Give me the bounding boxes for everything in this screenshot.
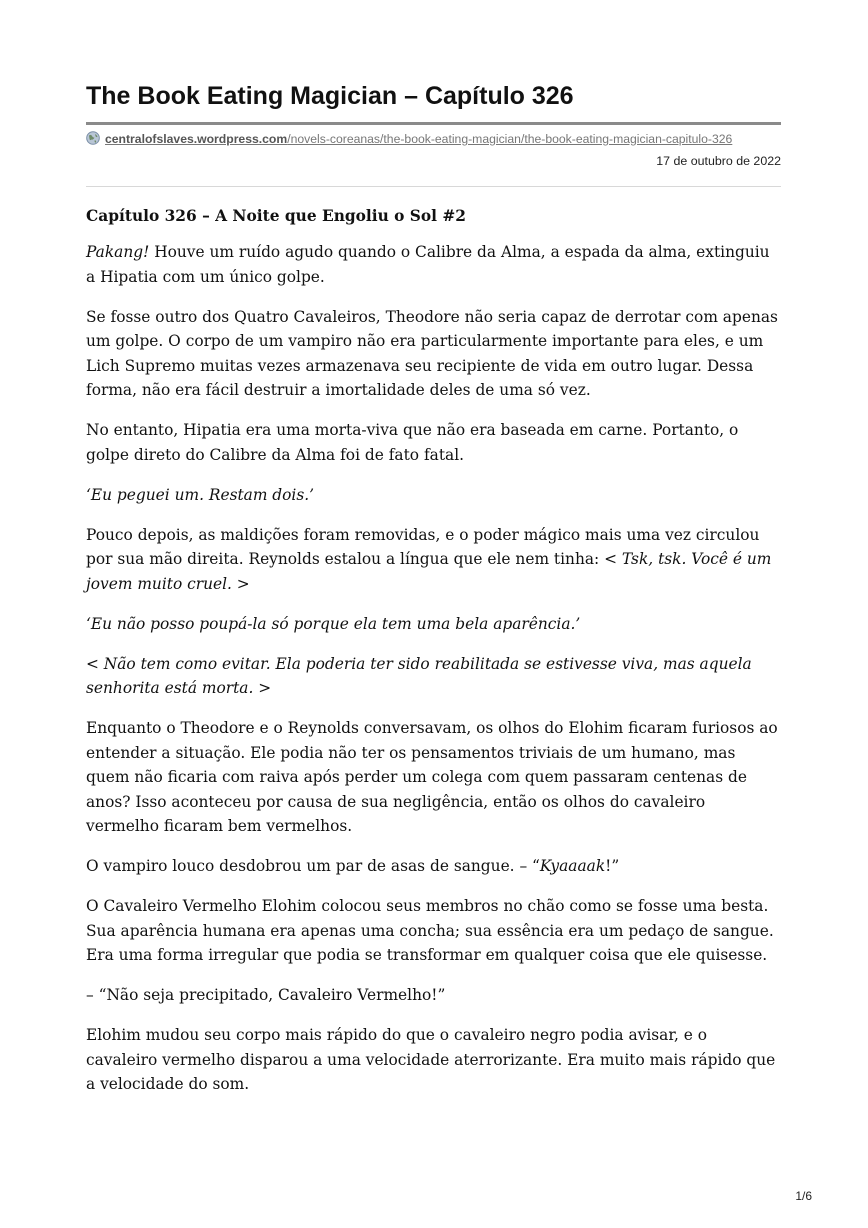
paragraph: Pakang! Houve um ruído agudo quando o Calibre da Alma, a espada da alma, extinguiu a Hipatia com um único golpe. [86, 243, 770, 286]
header-separator [86, 186, 781, 187]
paragraph: O vampiro louco desdobrou um par de asas de sangue. – “Kyaaaak!” [86, 857, 620, 875]
page-number: 1/6 [795, 1189, 812, 1203]
paragraph: O Cavaleiro Vermelho Elohim colocou seus membros no chão como se fosse uma besta. Sua aparência humana era apenas uma concha; sua essência era um pedaço de sangue. Era uma forma irregular que podia se transformar em qualquer coisa que ele quisesse. [86, 897, 774, 964]
paragraph: Enquanto o Theodore e o Reynolds conversavam, os olhos do Elohim ficaram furiosos ao entender a situação. Ele podia não ter os pensamentos triviais de um humano, mas quem não ficaria com raiva após perder um colega com quem passaram centenas de anos? Isso aconteceu por causa de sua negligência, então os olhos do cavaleiro vermelho ficaram bem vermelhos. [86, 719, 778, 835]
paragraph: No entanto, Hipatia era uma morta-viva que não era baseada em carne. Portanto, o golpe direto do Calibre da Alma foi de fato fatal. [86, 421, 739, 464]
paragraph: Pouco depois, as maldições foram removidas, e o poder mágico mais uma vez circulou por sua mão direita. Reynolds estalou a língua que ele nem tinha: < Tsk, tsk. Você é um jovem muito cruel. > [86, 525, 772, 593]
paragraph-thought: ‘Eu peguei um. Restam dois.’ [86, 485, 315, 504]
publish-date: 17 de outubro de 2022 [656, 154, 781, 168]
source-line [86, 130, 781, 149]
paragraph: Se fosse outro dos Quatro Cavaleiros, Theodore não seria capaz de derrotar com apenas um golpe. O corpo de um vampiro não era particularmente importante para eles, e um Lich Supremo muitas vezes armazenava seu recipiente de vida em outro lugar. Dessa forma, não era fácil destruir a imortalidade deles de uma só vez. [86, 307, 778, 399]
chapter-heading: Capítulo 326 – A Noite que Engoliu o Sol #2 [86, 207, 466, 225]
paragraph-thought: ‘Eu não posso poupá-la só porque ela tem uma bela aparência.’ [86, 614, 581, 633]
paragraph: Elohim mudou seu corpo mais rápido do que o cavaleiro negro podia avisar, e o cavaleiro vermelho disparou a uma velocidade aterrorizante. Era muito mais rápido que a velocidade do som. [86, 1026, 776, 1093]
paragraph: – “Não seja precipitado, Cavaleiro Vermelho!” [86, 986, 446, 1004]
page-title: The Book Eating Magician – Capítulo 326 [86, 82, 574, 110]
article [86, 78, 781, 1097]
source-link[interactable]: centralofslaves.wordpress.com/novels-coreanas/the-book-eating-magician/the-book-eating-magician-capitulo-326 [105, 132, 733, 146]
globe-icon [86, 131, 100, 145]
title-divider [86, 122, 781, 125]
paragraph-telepathy: < Não tem como evitar. Ela poderia ter sido reabilitada se estivesse viva, mas aquela senhorita está morta. > [86, 654, 752, 697]
article-body [86, 204, 781, 1097]
